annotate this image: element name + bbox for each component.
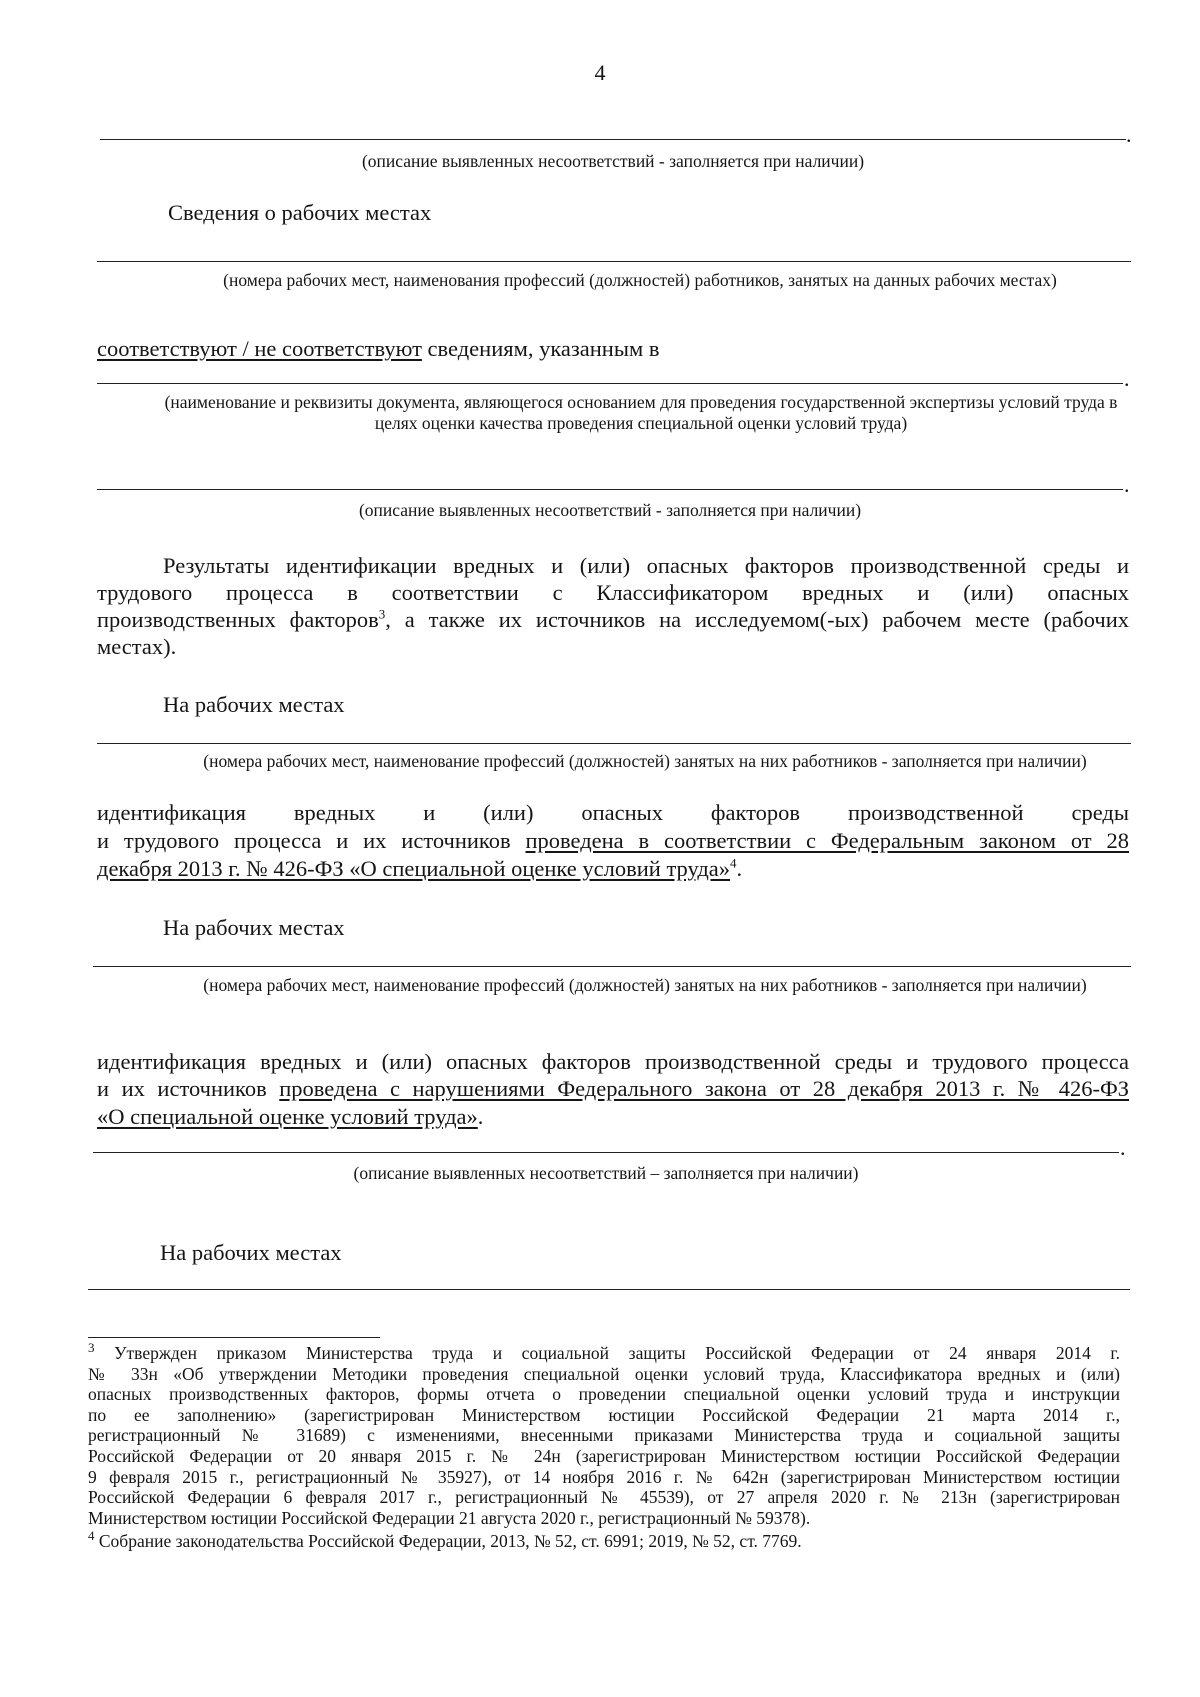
caption-discrepancies: (описание выявленных несоответствий – заполняется при наличии) — [353, 1163, 859, 1183]
ident-line — [97, 828, 1129, 854]
footnote-text: Собрание законодательства Российской Федерации, 2013, № 52, ст. 6991; 2019, № 52, ст. 7769. — [98, 1531, 802, 1551]
caption-workplace-numbers: (номера рабочих мест, наименование профессий (должностей) занятых на них работников - заполняется при наличии) — [203, 751, 1087, 771]
on-workplaces-heading: На рабочих местах — [160, 1240, 342, 1265]
results-line: местах). — [97, 634, 177, 659]
footnote-marker: 4 — [88, 1528, 95, 1544]
footnote-marker: 3 — [88, 1340, 95, 1356]
fill-line — [93, 966, 1131, 967]
caption-workplace-numbers: (номера рабочих мест, наименование профессий (должностей) занятых на них работников - заполняется при наличии) — [203, 975, 1087, 995]
ident-underlined: декабря 2013 г. № 426-ФЗ «О специальной оценке условий труда» — [97, 856, 731, 881]
footnote-line — [88, 1340, 1121, 1364]
footnote-line: Министерством юстиции Российской Федерации 21 августа 2020 г., регистрационный № 59378). — [88, 1507, 811, 1528]
fill-line — [97, 261, 1131, 262]
ident-underlined: «О специальной оценке условий труда» — [97, 1104, 478, 1129]
ident-underlined: проведена в соответствии с Федеральным законом от 28 — [525, 828, 1129, 853]
page-number: 4 — [594, 60, 606, 85]
match-statement — [97, 336, 659, 362]
results-text: , а также их источников на исследуемом(-ых) рабочем месте (рабочих — [385, 607, 1129, 632]
footnote-line: Российской Федерации 6 февраля 2017 г., регистрационный № 45539), от 27 апреля 2020 г. № 213н (зарегистрирован — [88, 1487, 1120, 1508]
caption-workplace-numbers: (номера рабочих мест, наименования профессий (должностей) работников, занятых на данных рабочих местах) — [223, 270, 1057, 290]
fill-line — [97, 383, 1123, 384]
line-end-dot: . — [1124, 366, 1130, 391]
line-end-dot: . — [1124, 472, 1130, 497]
footnote-separator — [88, 1337, 380, 1338]
ident-line — [97, 1076, 1129, 1102]
footnote-line: № 33н «Об утверждении Методики проведения специальной оценки условий труда, Классификатора вредных и (или) — [88, 1363, 1120, 1384]
line-end-dot: . — [1126, 122, 1132, 147]
on-workplaces-heading: На рабочих местах — [163, 692, 345, 717]
results-line: Результаты идентификации вредных и (или) опасных факторов производственной среды и — [163, 553, 1129, 578]
footnote-4 — [88, 1528, 1120, 1552]
fill-line — [100, 139, 1126, 140]
ident-line — [97, 1104, 483, 1130]
ident-line: идентификация вредных и (или) опасных факторов производственной среды — [97, 800, 1129, 825]
caption-discrepancies: (описание выявленных несоответствий - заполняется при наличии) — [358, 500, 862, 520]
fill-line — [93, 1152, 1119, 1153]
fill-line — [88, 1289, 1130, 1290]
line-end-dot: . — [1120, 1135, 1126, 1160]
match-options: соответствуют / не соответствуют — [97, 336, 422, 361]
footnote-text: Утвержден приказом Министерства труда и социальной защиты Российской Федерации от 24 января 2014 г. — [114, 1343, 1121, 1363]
match-rest: сведениям, указанным в — [421, 336, 660, 361]
footnote-line: опасных производственных факторов, формы отчета о проведении специальной оценки условий труда и инструкции — [88, 1384, 1120, 1405]
workplaces-heading: Сведения о рабочих местах — [168, 200, 432, 225]
results-line — [97, 607, 1129, 633]
ident-line: идентификация вредных и (или) опасных факторов производственной среды и трудового процесса — [97, 1049, 1129, 1074]
ident-text: и их источников — [97, 1076, 280, 1101]
results-text: производственных факторов — [97, 607, 379, 632]
ident-line — [97, 856, 742, 882]
caption-basis-document: (наименование и реквизиты документа, являющегося основанием для проведения государственной экспертизы условий труда в целях оценки качества проведения специальной оценки условий труда) — [164, 392, 1118, 433]
footnote-3 — [88, 1340, 1121, 1528]
footnote-line: регистрационный № 31689) с изменениями, внесенными приказами Министерства труда и социальной защиты — [88, 1425, 1120, 1446]
footnote-line: по ее заполнению» (зарегистрирован Министерством юстиции Российской Федерации 21 марта 2014 г., — [88, 1404, 1120, 1425]
caption-discrepancies: (описание выявленных несоответствий - заполняется при наличии) — [361, 151, 865, 171]
ident-end: . — [477, 1104, 484, 1129]
ident-underlined: проведена с нарушениями Федерального закона от 28 декабря 2013 г. № 426-ФЗ — [279, 1076, 1129, 1101]
fill-line — [97, 489, 1123, 490]
ident-text: и трудового процесса и их источников — [97, 828, 526, 853]
footnote-ref: 4 — [730, 855, 737, 871]
ident-end: . — [736, 856, 743, 881]
fill-line — [97, 743, 1131, 744]
footnote-line: Российской Федерации от 20 января 2015 г. № 24н (зарегистрирован Министерством юстиции Российской Федерации — [88, 1445, 1120, 1466]
footnote-line: 9 февраля 2015 г., регистрационный № 35927), от 14 ноября 2016 г. № 642н (зарегистрирован Министерством юстиции — [88, 1466, 1120, 1487]
footnote-ref: 3 — [378, 606, 386, 622]
on-workplaces-heading: На рабочих местах — [163, 915, 345, 940]
results-line: трудового процесса в соответствии с Классификатором вредных и (или) опасных — [97, 580, 1129, 605]
